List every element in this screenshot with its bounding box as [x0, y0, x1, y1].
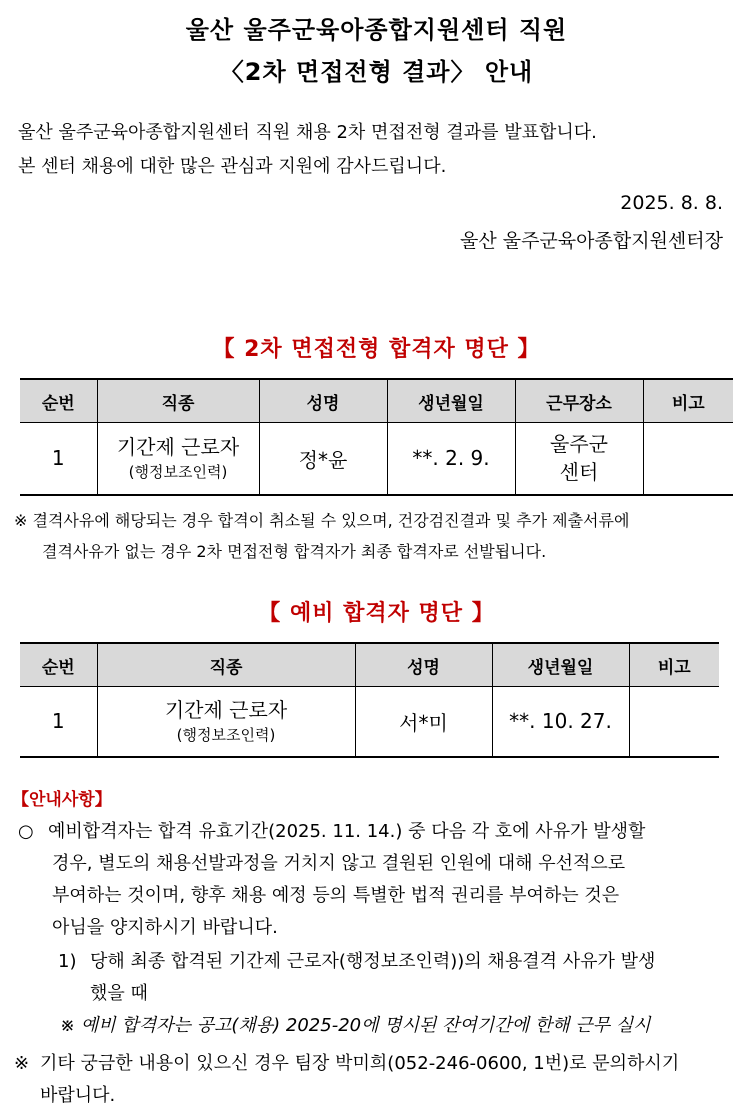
job-subtitle: (행정보조인력): [128, 463, 228, 482]
guide-heading: 【안내사항】: [12, 790, 112, 810]
header-job: 직종: [97, 643, 355, 687]
place-line-2: 센터: [559, 460, 599, 485]
header-birth: 생년월일: [387, 379, 515, 423]
intro-line-2: 본 센터 채용에 대한 많은 관심과 지원에 감사드립니다.: [18, 156, 447, 177]
cell-birth: **. 2. 9.: [387, 423, 515, 495]
page-subtitle: 〈2차 면접전형 결과〉 안내: [219, 58, 534, 86]
job-subtitle: (행정보조인력): [176, 726, 276, 745]
signer: 울산 울주군육아종합지원센터장: [460, 230, 723, 252]
reference-mark-icon: ※: [14, 1053, 30, 1074]
cell-name: 서*미: [355, 687, 492, 757]
place-line-1: 울주군: [550, 432, 608, 457]
cell-no: 1: [20, 687, 97, 757]
passed-table: [20, 378, 733, 496]
job-title: 기간제 근로자: [116, 435, 240, 460]
footnote-line-1: ※ 결격사유에 해당되는 경우 합격이 취소될 수 있으며, 건강검진결과 및 추가 제출서류에: [14, 511, 630, 530]
reserve-table: [20, 642, 719, 758]
header-no: 순번: [20, 643, 97, 687]
table-header-row: [20, 379, 733, 423]
item-number: 1): [58, 951, 77, 972]
table-header-row: [20, 643, 719, 687]
page-title: 울산 울주군육아종합지원센터 직원: [185, 16, 568, 44]
cell-place: [515, 423, 643, 495]
footnote-line-2: 결격사유가 없는 경우 2차 면접전형 합격자가 최종 합격자로 선발됩니다.: [42, 542, 547, 561]
job-title: 기간제 근로자: [164, 698, 288, 723]
passed-list-heading: 【 2차 면접전형 합격자 명단 】: [212, 337, 541, 362]
item-line-1: 당해 최종 합격된 기간제 근로자(행정보조인력))의 채용결격 사유가 발생: [90, 951, 656, 972]
header-birth: 생년월일: [492, 643, 629, 687]
guide-para-line-4: 아님을 양지하시기 바랍니다.: [52, 917, 278, 938]
guide-para-line-2: 경우, 별도의 채용선발과정을 거치지 않고 결원된 인원에 대해 우선적으로: [52, 853, 626, 874]
table-row: [20, 687, 719, 757]
announcement-date: 2025. 8. 8.: [620, 192, 723, 214]
bullet-icon: ○: [18, 821, 34, 842]
header-place: 근무장소: [515, 379, 643, 423]
header-no: 순번: [20, 379, 97, 423]
cell-no: 1: [20, 423, 97, 495]
header-note: 비고: [643, 379, 733, 423]
intro-line-1: 울산 울주군육아종합지원센터 직원 채용 2차 면접전형 결과를 발표합니다.: [18, 122, 597, 143]
cell-note: [643, 423, 733, 495]
cell-name: 정*윤: [259, 423, 387, 495]
header-name: 성명: [355, 643, 492, 687]
guide-para-line-1: 예비합격자는 합격 유효기간(2025. 11. 14.) 중 다음 각 호에 사유가 발생할: [48, 821, 646, 842]
contact-line-2: 바랍니다.: [40, 1085, 116, 1106]
header-note: 비고: [629, 643, 719, 687]
table-row: [20, 423, 733, 495]
guide-para-line-3: 부여하는 것이며, 향후 채용 예정 등의 특별한 법적 권리를 부여하는 것은: [52, 885, 620, 906]
contact-line-1: 기타 궁금한 내용이 있으신 경우 팀장 박미희(052-246-0600, 1번)로 문의하시기: [40, 1053, 680, 1074]
item-line-2: 했을 때: [90, 983, 148, 1004]
reserve-work-note: ※ 예비 합격자는 공고(채용) 2025-20에 명시된 잔여기간에 한해 근무 실시: [60, 1015, 651, 1036]
cell-note: [629, 687, 719, 757]
header-job: 직종: [97, 379, 259, 423]
cell-job: [97, 687, 355, 757]
header-name: 성명: [259, 379, 387, 423]
cell-birth: **. 10. 27.: [492, 687, 629, 757]
cell-job: [97, 423, 259, 495]
reserve-list-heading: 【 예비 합격자 명단 】: [258, 601, 495, 626]
